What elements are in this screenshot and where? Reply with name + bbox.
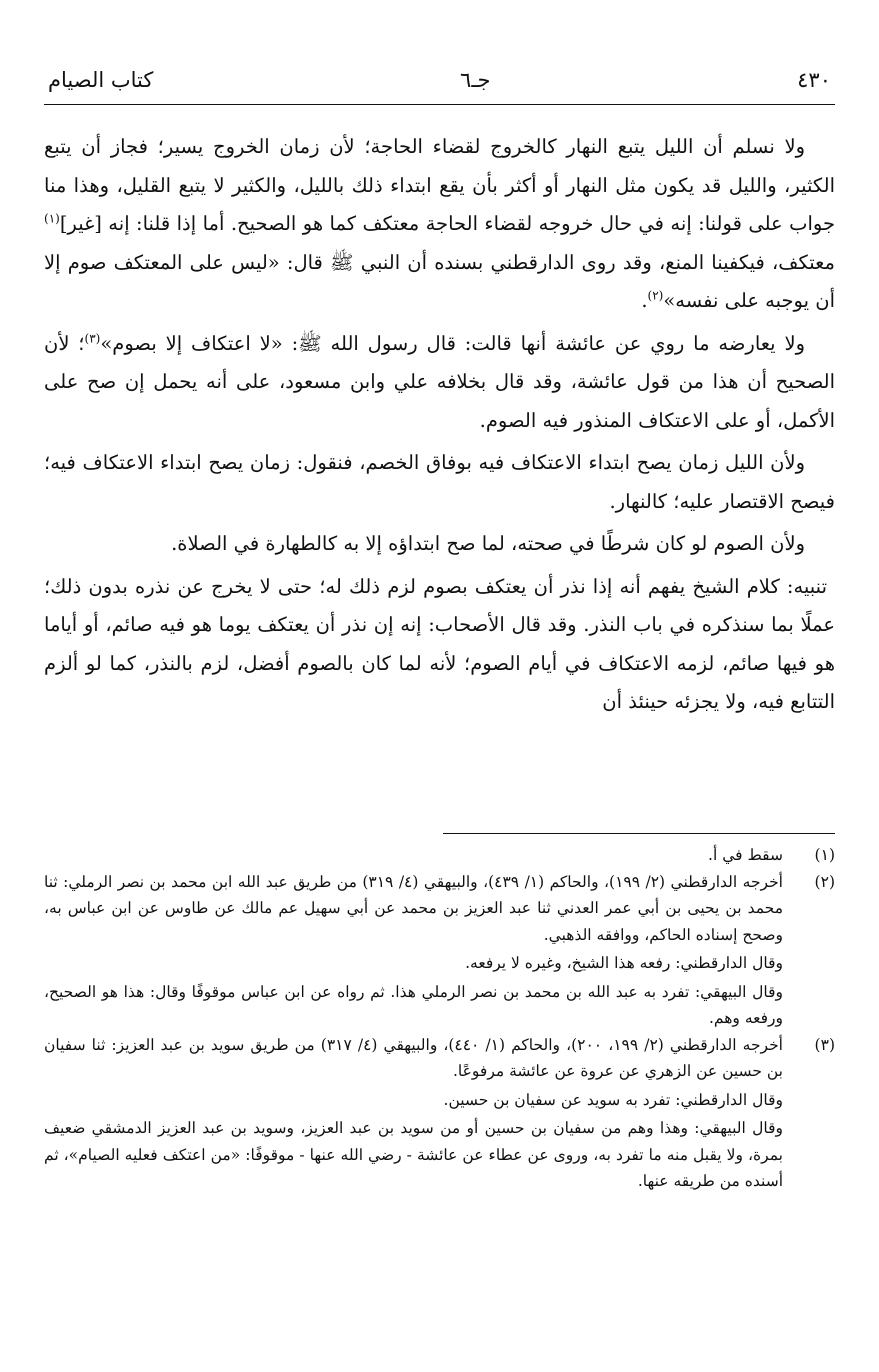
- paragraph-1-text-c: .: [641, 289, 648, 312]
- paragraph-2-text-b: ؛ لأن الصحيح أن هذا من قول عائشة، وقد قال بخلافه علي وابن مسعود، على أنه يحمل إن صح على الأكمل، أو على الاعتكاف المنذور فيه الصوم.: [44, 331, 835, 432]
- header-rule: [44, 104, 835, 105]
- footnote-line: وقال البيهقي: وهذا وهم من سفيان بن حسين أو من سويد بن عبد العزيز، وسويد بن عبد العزيز الدمشقي ضعيف بمرة، ولا يقبل منه ما تفرد به، وروى عن عطاء عن عائشة - رضي الله عنها - موقوفًا: «من اعتكف فعليه الصيام»، ثم أسنده من طريقه عنها.: [44, 1119, 783, 1190]
- footnote-2: [44, 869, 835, 1032]
- paragraph-3: ولأن الليل زمان يصح ابتداء الاعتكاف فيه بوفاق الخصم، فنقول: زمان يصح ابتداء الاعتكاف فيه؛ فيصح الاقتصار عليه؛ كالنهار.: [44, 451, 835, 513]
- paragraph-2-text-a: ولا يعارضه ما روي عن عائشة أنها قالت: قال رسول الله ﷺ: «لا اعتكاف إلا بصوم»: [100, 331, 805, 355]
- paragraph-5-note: تنبيه: كلام الشيخ يفهم أنه إذا نذر أن يعتكف بصوم لزم ذلك له؛ حتى لا يخرج عن نذره بدون ذلك؛ عملًا بما سنذكره في باب النذر. وقد قال الأصحاب: إنه إن نذر أن يعتكف يوما هو فيه صائم، أو أياما هو فيها صائم، لزمه الاعتكاف في أيام الصوم؛ لأنه لما كان بالصوم أفضل، لزم بالنذر، كما لو ألزم التتابع فيه، ولا يجزئه حينئذ أن: [44, 574, 835, 713]
- footnote-line: وقال البيهقي: تفرد به عبد الله بن محمد بن نصر الرملي هذا. ثم رواه عن ابن عباس موقوفًا وقال: هذا هو الصحيح، ورفعه وهم.: [44, 982, 783, 1027]
- footnote-rule: [443, 833, 835, 834]
- paragraph-2: [44, 325, 835, 441]
- footnote-line: أخرجه الدارقطني (٢/ ١٩٩، ٢٠٠)، والحاكم (١/ ٤٤٠)، والبيهقي (٤/ ٣١٧) من طريق سويد بن عبد العزيز: ثنا سفيان بن حسين عن الزهري عن عروة عن عائشة مرفوعًا.: [44, 1035, 783, 1080]
- running-header: [48, 62, 831, 98]
- volume-label: جـ٦: [460, 68, 491, 92]
- footnote-ref-1[interactable]: (١): [44, 211, 60, 226]
- page-number: ٤٣٠: [797, 68, 831, 92]
- paragraph-1-text-b: معتكف، فيكفينا المنع، وقد روى الدارقطني بسنده أن النبي ﷺ قال: «ليس على المعتكف صوم إلا أن يوجبه على نفسه»: [44, 250, 835, 312]
- main-text: [44, 128, 835, 726]
- book-title: كتاب الصيام: [48, 68, 154, 92]
- footnote-number: (١): [814, 846, 835, 864]
- footnote-line: وقال الدارقطني: رفعه هذا الشيخ، وغيره لا يرفعه.: [465, 954, 783, 972]
- footnote-line: وقال الدارقطني: تفرد به سويد عن سفيان بن حسين.: [443, 1090, 783, 1109]
- footnote-line: أخرجه الدارقطني (٢/ ١٩٩)، والحاكم (١/ ٤٣٩)، والبيهقي (٤/ ٣١٩) من طريق عبد الله ابن محمد بن نصر الرملي: ثنا محمد بن يحيى بن أبي عمر العدني ثنا عبد العزيز بن محمد عن أبي سهيل عم مالك عن طاوس عن ابن عباس به، وصحح إسناده الحاكم، ووافقه الذهبي.: [44, 872, 783, 944]
- paragraph-1-text-a: ولا نسلم أن الليل يتبع النهار كالخروج لقضاء الحاجة؛ لأن زمان الخروج يسير؛ فجاز أن يتبع الكثير، والليل قد يكون مثل النهار أو أكثر بأن يقع ابتداء ذلك بالليل، والكثير لا يتبع القليل، وهذا منا جواب على قولنا: إنه في حال خروجه لقضاء الحاجة معتكف كما هو الصحيح. أما إذا قلنا: إنه [غير]: [44, 135, 835, 235]
- footnote-ref-2[interactable]: (٢): [647, 288, 664, 303]
- footnotes: [44, 842, 835, 1195]
- footnote-3: [44, 1032, 835, 1195]
- paragraph-4: ولأن الصوم لو كان شرطًا في صحته، لما صح ابتداؤه إلا به كالطهارة في الصلاة.: [171, 532, 805, 555]
- footnote-line: سقط في أ.: [708, 846, 783, 864]
- footnote-ref-3[interactable]: (٣): [84, 331, 101, 345]
- footnote-number: (٢): [814, 872, 835, 891]
- footnote-number: (٣): [814, 1035, 835, 1054]
- footnote-1: [44, 842, 835, 869]
- paragraph-1: [44, 128, 835, 321]
